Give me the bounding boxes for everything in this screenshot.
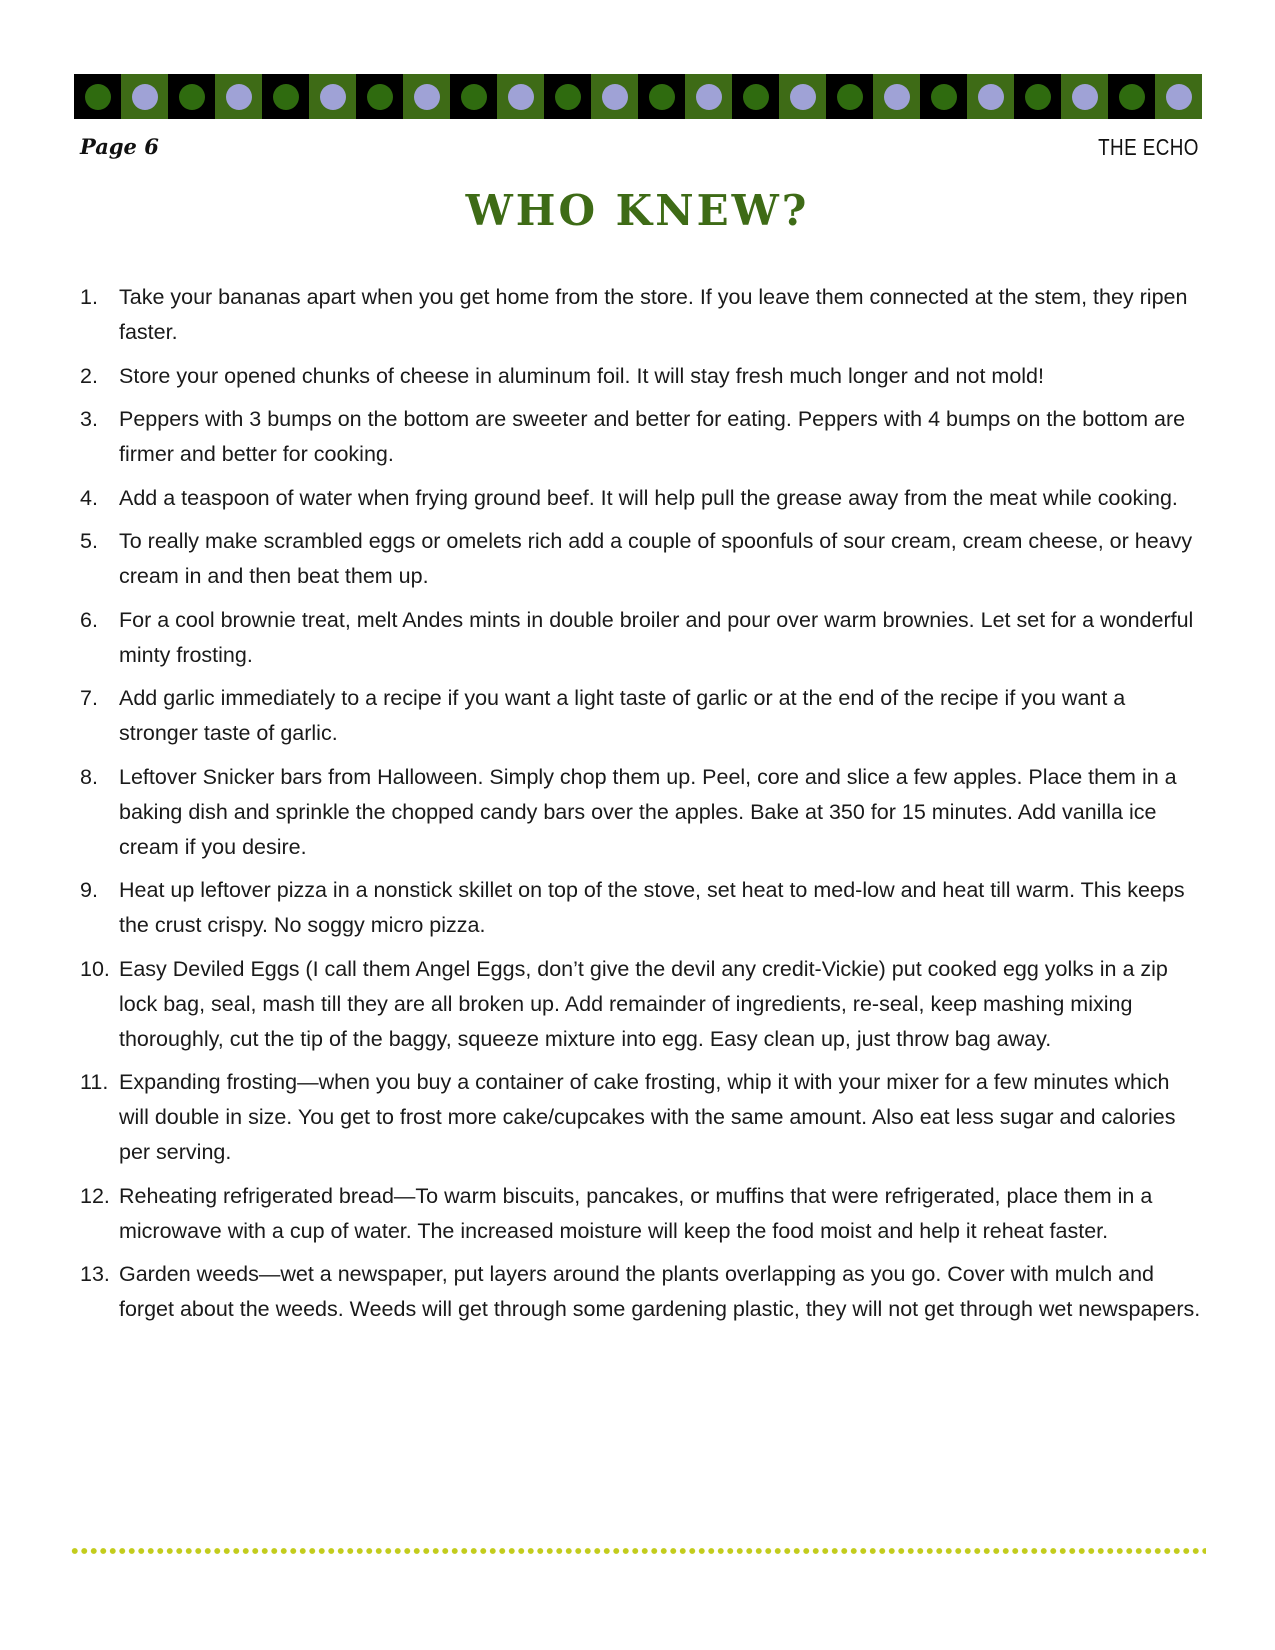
tips-list — [80, 280, 1205, 1336]
band-cell — [74, 74, 121, 119]
tip-text: Store your opened chunks of cheese in aluminum foil. It will stay fresh much longer and not mold! — [119, 363, 1044, 388]
band-cell — [638, 74, 685, 119]
tip-number: 6. — [80, 607, 98, 632]
tip-number: 7. — [80, 686, 98, 710]
tip-item — [80, 524, 1205, 594]
page-number: Page 6 — [80, 134, 159, 159]
tip-text: Garden weeds—wet a newspaper, put layers around the plants overlapping as you go. Cover with mulch and forget about the weeds. Weeds will get through some gardening plastic, they will not get through wet newspapers. — [119, 1262, 1201, 1321]
band-dot — [132, 84, 158, 110]
band-cell — [873, 74, 920, 119]
tip-item — [80, 280, 1205, 350]
tip-text: For a cool brownie treat, melt Andes mints in double broiler and pour over warm brownies. Let set for a wonderful minty frosting. — [119, 607, 1194, 667]
band-cell — [1014, 74, 1061, 119]
tip-number: 12. — [80, 1183, 110, 1208]
band-dot — [555, 84, 581, 110]
tip-text: Heat up leftover pizza in a nonstick skillet on top of the stove, set heat to med-low and heat till warm. This keeps the crust crispy. No soggy micro pizza. — [119, 878, 1185, 937]
tip-item — [80, 1257, 1205, 1327]
band-cell — [262, 74, 309, 119]
band-dot — [226, 84, 252, 110]
band-cell — [779, 74, 826, 119]
band-dot — [931, 84, 957, 110]
tip-item — [80, 359, 1205, 394]
tip-number: 10. — [80, 956, 110, 981]
band-cell — [1061, 74, 1108, 119]
band-cell — [497, 74, 544, 119]
tip-item — [80, 1065, 1205, 1170]
band-dot — [461, 84, 487, 110]
tip-text: Add garlic immediately to a recipe if you want a light taste of garlic or at the end of the recipe if you want a stronger taste of garlic. — [119, 686, 1126, 745]
band-cell — [826, 74, 873, 119]
tip-item — [80, 402, 1205, 472]
band-cell — [1155, 74, 1202, 119]
tip-text: Peppers with 3 bumps on the bottom are sweeter and better for eating. Peppers with 4 bumps on the bottom are firmer and better for cooking. — [119, 407, 1186, 466]
tip-number: 9. — [80, 878, 98, 902]
tip-text: Take your bananas apart when you get home from the store. If you leave them connected at the stem, they ripen faster. — [119, 285, 1188, 344]
tip-text: Leftover Snicker bars from Halloween. Simply chop them up. Peel, core and slice a few apples. Place them in a baking dish and sprinkle the chopped candy bars over the apples. Bake at 350 for 15 minutes. Add vanilla ice cream if you desire. — [119, 764, 1177, 859]
tip-item — [80, 1179, 1205, 1249]
decorative-dot-band — [74, 74, 1202, 119]
tip-item — [80, 681, 1205, 751]
tip-number: 4. — [80, 485, 98, 510]
tip-item — [80, 952, 1205, 1057]
tip-item — [80, 760, 1205, 865]
band-cell — [450, 74, 497, 119]
band-cell — [309, 74, 356, 119]
band-dot — [508, 84, 534, 110]
band-dot — [696, 84, 722, 110]
band-cell — [544, 74, 591, 119]
band-dot — [978, 84, 1004, 110]
band-dot — [320, 84, 346, 110]
tip-number: 3. — [80, 407, 98, 431]
band-cell — [215, 74, 262, 119]
band-cell — [403, 74, 450, 119]
tip-text: To really make scrambled eggs or omelets rich add a couple of spoonfuls of sour cream, cream cheese, or heavy cream in and then beat them up. — [119, 529, 1193, 588]
band-dot — [1072, 84, 1098, 110]
band-dot — [790, 84, 816, 110]
band-dot — [1119, 84, 1145, 110]
tip-text: Reheating refrigerated bread—To warm biscuits, pancakes, or muffins that were refrigerated, place them in a microwave with a cup of water. The increased moisture will keep the food moist and help it reheat faster. — [119, 1183, 1153, 1243]
tip-item — [80, 873, 1205, 943]
tip-item — [80, 481, 1205, 516]
band-cell — [356, 74, 403, 119]
dotted-divider — [70, 1547, 1206, 1555]
band-dot — [649, 84, 675, 110]
band-cell — [732, 74, 779, 119]
band-dot — [367, 84, 393, 110]
band-cell — [591, 74, 638, 119]
tip-item — [80, 603, 1205, 673]
publication-name: THE ECHO — [1098, 134, 1199, 160]
band-dot — [1166, 84, 1192, 110]
band-cell — [967, 74, 1014, 119]
band-cell — [920, 74, 967, 119]
tip-number: 2. — [80, 363, 98, 388]
band-dot — [884, 84, 910, 110]
tip-number: 8. — [80, 764, 98, 789]
band-cell — [121, 74, 168, 119]
band-cell — [1108, 74, 1155, 119]
band-dot — [837, 84, 863, 110]
tip-number: 5. — [80, 529, 98, 553]
tip-text: Add a teaspoon of water when frying ground beef. It will help pull the grease away from the meat while cooking. — [119, 485, 1178, 510]
band-dot — [1025, 84, 1051, 110]
band-dot — [414, 84, 440, 110]
band-dot — [85, 84, 111, 110]
band-dot — [179, 84, 205, 110]
band-cell — [685, 74, 732, 119]
tip-number: 11. — [80, 1070, 109, 1094]
band-dot — [743, 84, 769, 110]
band-dot — [602, 84, 628, 110]
band-dot — [273, 84, 299, 110]
tip-number: 1. — [80, 285, 98, 309]
tip-number: 13. — [80, 1262, 110, 1286]
tip-text: Expanding frosting—when you buy a container of cake frosting, whip it with your mixer for a few minutes which will double in size. You get to frost more cake/cupcakes with the same amount. Also eat less sugar and calories per serving. — [119, 1070, 1176, 1164]
band-cell — [168, 74, 215, 119]
page-title: WHO KNEW? — [465, 186, 810, 235]
tip-text: Easy Deviled Eggs (I call them Angel Eggs, don’t give the devil any credit-Vickie) put cooked egg yolks in a zip lock bag, seal, mash till they are all broken up. Add remainder of ingredients, re-seal, keep mashing mixing thoroughly, cut the tip of the baggy, squeeze mixture into egg. Easy clean up, just throw bag away. — [119, 956, 1168, 1051]
